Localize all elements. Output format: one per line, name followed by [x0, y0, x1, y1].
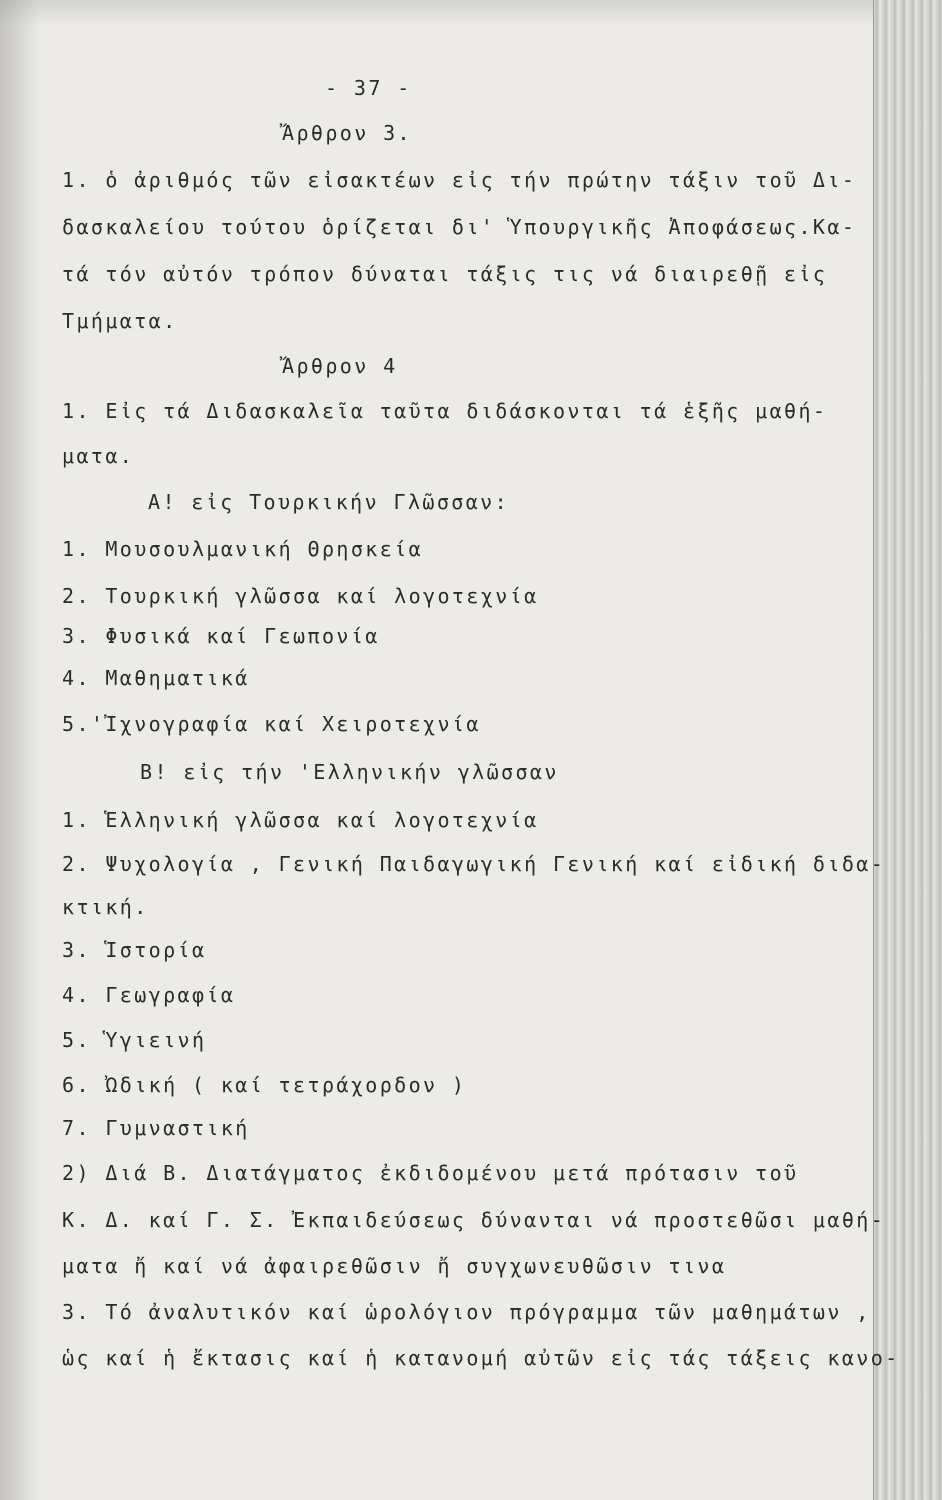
section-b-item: 6. Ὠδική ( καί τετράχορδον ) [62, 1073, 467, 1097]
article-3-line: Τμήματα. [62, 309, 178, 333]
page-number: - 37 - [325, 76, 412, 100]
section-b-item: 4. Γεωγραφία [62, 983, 236, 1007]
section-b-item: 1. Ἑλληνική γλῶσσα καί λογοτεχνία [62, 808, 539, 832]
paragraph-3-line: 3. Τό ἀναλυτικόν καί ὡρολόγιον πρόγραμμα τῶν μαθημάτων , [62, 1300, 871, 1324]
section-b-item: 2. Ψυχολογία , Γενική Παιδαγωγική Γενική καί εἰδική διδα- [62, 852, 886, 876]
paragraph-2-line: ματα ἤ καί νά ἀφαιρεθῶσιν ἤ συγχωνευθῶσιν τινα [62, 1254, 727, 1278]
article-4-intro-line: 1. Εἰς τά Διδασκαλεῖα ταῦτα διδάσκονται τά ἑξῆς μαθή- [62, 399, 828, 423]
book-binding-edge [873, 0, 942, 1500]
section-b-item: κτική. [62, 895, 149, 919]
paragraph-2-line: 2) Διά Β. Διατάγματος ἐκδιδομένου μετά πρότασιν τοῦ [62, 1161, 799, 1185]
section-a-heading: Α! εἰς Τουρκικήν Γλῶσσαν: [148, 490, 510, 514]
section-a-item: 3. Φυσικά καί Γεωπονία [62, 624, 380, 648]
section-a-item: 4. Μαθηματικά [62, 666, 250, 690]
paragraph-2-line: Κ. Δ. καί Γ. Σ. Ἐκπαιδεύσεως δύνανται νά προστεθῶσι μαθή- [62, 1208, 886, 1232]
article-3-heading: Ἄρθρον 3. [282, 121, 412, 145]
section-b-heading: Β! εἰς τήν 'Ελληνικήν γλῶσσαν [140, 760, 559, 784]
section-b-item: 5. Ὑγιεινή [62, 1028, 207, 1052]
paragraph-3-line: ὡς καί ἡ ἔκτασις καί ἡ κατανομή αὐτῶν εἰς τάς τάξεις κανο- [62, 1346, 900, 1370]
section-a-item: 2. Τουρκική γλῶσσα καί λογοτεχνία [62, 584, 539, 608]
article-4-heading: Ἄρθρον 4 [282, 354, 398, 378]
section-a-item: 5.'Ἰχνογραφία καί Χειροτεχνία [62, 712, 481, 736]
article-3-line: 1. ὁ ἀριθμός τῶν εἰσακτέων εἰς τήν πρώτην τάξιν τοῦ Δι- [62, 168, 857, 192]
page-top-shadow [0, 0, 942, 26]
section-b-item: 7. Γυμναστική [62, 1116, 250, 1140]
article-4-intro-line: ματα. [62, 444, 135, 468]
article-3-line: δασκαλείου τούτου ὁρίζεται δι' Ὑπουργικῆς Ἀποφάσεως.Κα- [62, 215, 857, 239]
page-edge-shadow [0, 0, 40, 1500]
article-3-line: τά τόν αὐτόν τρόπον δύναται τάξις τις νά διαιρεθῇ εἰς [62, 262, 828, 286]
section-a-item: 1. Μουσουλμανική Θρησκεία [62, 537, 424, 561]
section-b-item: 3. Ἱστορία [62, 938, 207, 962]
